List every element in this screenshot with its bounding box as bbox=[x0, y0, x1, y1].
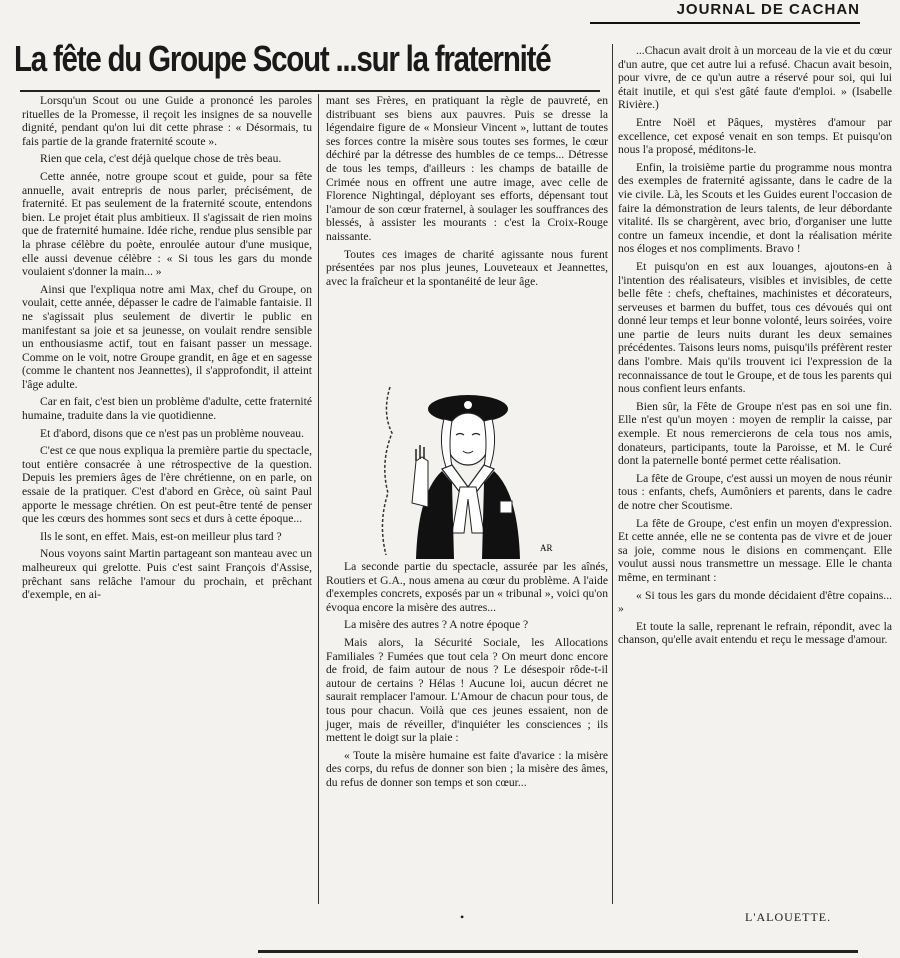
paragraph: Mais alors, la Sécurité Sociale, les Allocations Familiales ? Fumées que tout cela ? On meurt donc encore de froid, de faim autour de nous ? Le désespoir rôde-t-il autour de certains ? Hélas ! Aucune loi, aucun décret ne saurait remplacer l'amour. L'Amour de chacun pour tous, de tous pour chacun. Voilà que ces jeunes essaient, non de juger, mais de réveiller, d'inquiéter les consciences ; ils mettent le doigt sur la plaie : bbox=[326, 635, 608, 745]
paragraph: « Si tous les gars du monde décidaient d'être copains... » bbox=[618, 588, 892, 616]
paragraph: ...Chacun avait droit à un morceau de la vie et du cœur d'un autre, que cet autre lui a refusé. Chacun avait besoin, pour vivre, de ce qu'un autre a réservé pour soi, qui lui était inutile, et qui s'est gâté faute d'emploi. » (Isabelle Rivière.) bbox=[618, 44, 892, 112]
masthead: JOURNAL DE CACHAN bbox=[590, 0, 860, 24]
paragraph: La fête de Groupe, c'est enfin un moyen d'expression. Et cette année, elle ne se contenta pas de vivre et de jouer sa joie, comme nous le disions en commençant. Elle voulut aussi nous transmettre un message. Elle le chanta même, en terminant : bbox=[618, 516, 892, 584]
paragraph: Et puisqu'on en est aux louanges, ajoutons-en à l'intention des réalisateurs, visibles et invisibles, de cette belle fête : chefs, cheftaines, machinistes et décorateurs, serveuses et barmen du buffet, tous ces dévoués qui ont donné leur temps et leur bonne volonté, leurs soirées, voire une partie de leurs nuits durant les deux semaines précédentes. Taisons leurs noms, puisqu'ils préfèrent rester dans l'ombre. Mais qu'ils trouvent ici l'expression de la reconnaissance de tout le Groupe, et de tous les parents qui nous confient leurs enfants. bbox=[618, 259, 892, 396]
column-3 bbox=[618, 44, 892, 651]
paragraph: Bien sûr, la Fête de Groupe n'est pas en soi une fin. Elle n'est qu'un moyen : moyen de remplir la caisse, par exemple. Et nous remercierons de cela tous nos amis, donateurs, participants, toute la Paroisse, et M. le Curé dont la paternelle bonté permet cette réalisation. bbox=[618, 399, 892, 468]
headline: La fête du Groupe Scout ...sur la fraternité bbox=[14, 38, 551, 79]
paragraph: Ainsi que l'expliqua notre ami Max, chef du Groupe, on voulait, cette année, dépasser le cadre de l'aimable fantaisie. Il ne s'agissait plus seulement de divertir le public en manifestant sa joie et sa jeunesse, on voulait rendre sensible un enthousiasme actif, tout en faisant passer un message. Comme on le voit, notre Groupe grandit, en âge et en sagesse (comme le chantent nos Jeannettes), il s'approfondit, il atteint l'âge adulte. bbox=[22, 282, 312, 391]
paragraph: C'est ce que nous expliqua la première partie du spectacle, tout entière consacrée à une rétrospective de la question. Depuis les premiers âges de l'ère chrétienne, on en parle, on essaie de la pratiquer. C'est d'abord en Grèce, où saint Paul apporte le message chrétien. On est peut-être tenté de penser que les cœurs des hommes sont secs et durs à cette époque... bbox=[22, 444, 312, 526]
column-1 bbox=[22, 94, 312, 606]
paragraph: Rien que cela, c'est déjà quelque chose de très beau. bbox=[40, 152, 282, 166]
author-signature: L'ALOUETTE. bbox=[745, 910, 832, 924]
paragraph: Enfin, la troisième partie du programme nous montra des exemples de fraternité agissante, dans le cadre de la vie civile. Là, les Scouts et les Guides eurent l'occasion de faire la démonstration de leurs talents, de leur débordante vitalité. Ils se chargèrent, avec brio, d'organiser une lutte contre un fameux incendie, et dont la réalisation mérite nos éloges et nos compliments. Bravo ! bbox=[618, 160, 892, 256]
column-divider bbox=[612, 44, 613, 904]
bullet-mark: • bbox=[460, 910, 465, 924]
title-rule bbox=[20, 90, 600, 92]
paragraph: Et d'abord, disons que ce n'est pas un problème nouveau. bbox=[40, 426, 305, 440]
paragraph: Nous voyons saint Martin partageant son manteau avec un malheureux qui grelotte. Puis c'est saint François d'Assise, prêchant sans relâche l'amour du prochain, et prêchant d'exemple, en ai- bbox=[22, 547, 312, 602]
bottom-rule bbox=[258, 950, 858, 953]
column-2-top bbox=[326, 94, 608, 292]
paragraph: mant ses Frères, en pratiquant la règle de pauvreté, en distribuant ses biens aux pauvres. Puis se dresse la légendaire figure de « Monsieur Vincent », luttant de toutes ses forces contre la misère sous toutes ses formes, le cœur déchiré par la détresse des humbles de ce temps... Détresse de tous les temps, d'ailleurs : les champs de bataille de Crimée nous en offrent une autre image, avec celle de Florence Nightingal, déployant ses efforts, dépensant tout l'amour de son cœur fraternel, à soulager les souffrances des blessés, à assister les mourants : c'est la Croix-Rouge naissante. bbox=[326, 94, 608, 243]
paragraph: Et toute la salle, reprenant le refrain, répondit, avec la chanson, qu'elle avait entendu et reçu le message d'amour. bbox=[618, 619, 892, 647]
paragraph: Lorsqu'un Scout ou une Guide a prononcé les paroles rituelles de la Promesse, il reçoit les insignes de sa nouvelle dignité, pendant qu'on lui dit cette phrase : « Désormais, tu fais partie de la grande fraternité scoute ». bbox=[22, 94, 312, 148]
paragraph: Entre Noël et Pâques, mystères d'amour par excellence, cet exposé venait en son temps. Et puisqu'on nous l'a proposé, méditons-le. bbox=[618, 115, 892, 157]
column-2-bottom bbox=[326, 560, 608, 794]
column-divider bbox=[318, 94, 319, 904]
paragraph: Car en fait, c'est bien un problème d'adulte, cette fraternité humaine, traduite dans la vie quotidienne. bbox=[22, 395, 312, 423]
paragraph: La fête de Groupe, c'est aussi un moyen de nous réunir tous : enfants, chefs, Aumôniers et parents, dans le cadre de notre cher Scoutisme. bbox=[618, 471, 892, 512]
paragraph: La misère des autres ? A notre époque ? bbox=[344, 618, 529, 632]
paragraph: Toutes ces images de charité agissante nous furent présentées par nos plus jeunes, Louveteaux et Jeannettes, avec la fraîcheur et la spontanéité de leur âge. bbox=[326, 247, 608, 288]
paragraph: « Toute la misère humaine est faite d'avarice : la misère des corps, du refus de donner son bien ; la misère des âmes, du refus de donner son temps et son cœur... bbox=[326, 748, 608, 789]
paragraph: La seconde partie du spectacle, assurée par les aînés, Routiers et G.A., nous amena au cœur du problème. A l'aide d'exemples concrets, exposés par un « tribunal », voici qu'on évoqua encore la misère des autres... bbox=[326, 560, 608, 614]
paragraph: Cette année, notre groupe scout et guide, pour sa fête annuelle, avait entrepris de nous parler, précisément, de fraternité. Et pas seulement de la fraternité scoute, entendons bien. Le projet était plus ambitieux. Il s'agissait de rien moins que de fraternité humaine. Idée riche, rendue plus sensible par la phrase célèbre du poète, enroulée autour d'une musique, elle aussi devenue célèbre : « Si tous les gars du monde voulaient s'donner la main... » bbox=[22, 169, 312, 279]
illustration-signature: AR bbox=[540, 543, 553, 553]
paragraph: Ils le sont, en effet. Mais, est-on meilleur plus tard ? bbox=[40, 529, 282, 543]
guide-illustration bbox=[372, 383, 572, 559]
